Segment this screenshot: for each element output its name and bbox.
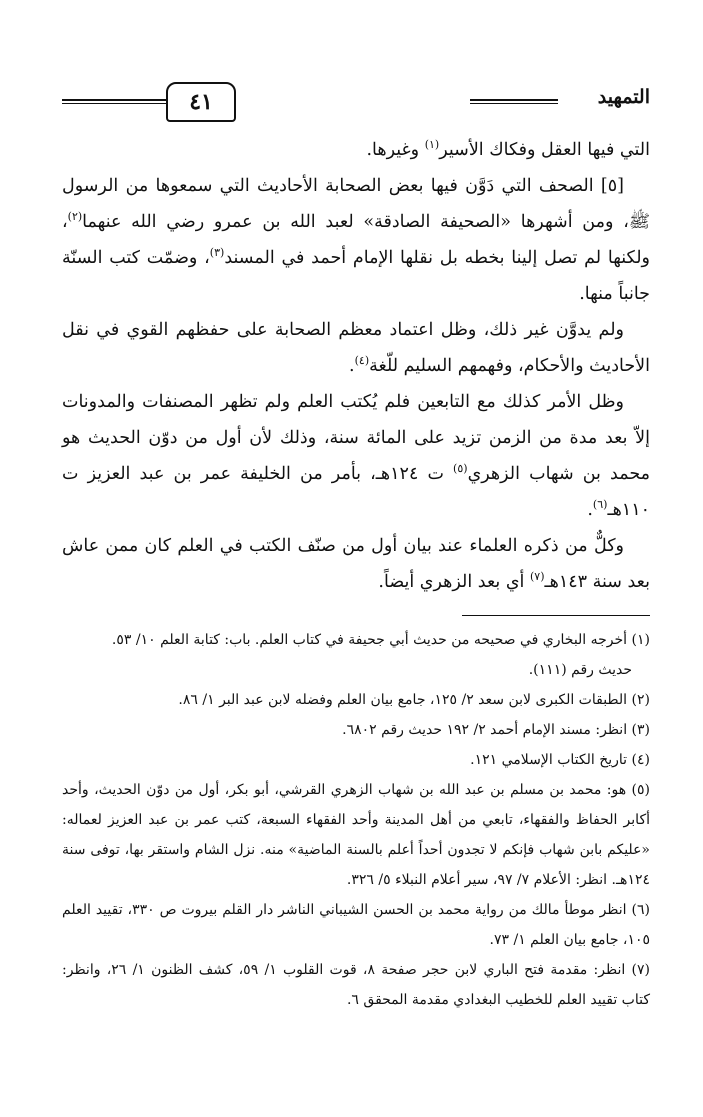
- footnotes: [62, 625, 650, 1015]
- paragraph-4: وظل الأمر كذلك مع التابعين فلم يُكتب العلم ولم تظهر المصنفات والمدونات إلاّ بعد مدة من الزمن تزيد على المائة سنة، وذلك لأن أول من دوّن الحديث هو محمد بن شهاب الزهري$^{(٥)}$ ت ١٢٤هـ، بأمر من الخليفة عمر بن عبد العزيز ت ١١٠هـ$^{(٦)}$.: [62, 392, 650, 520]
- main-text: [62, 132, 650, 600]
- footnote-6: (٦) انظر موطأ مالك من رواية محمد بن الحسن الشيباني الناشر دار القلم بيروت ص ٣٣٠، تقييد العلم ١٠٥، جامع بيان العلم ١/ ٧٣.: [62, 902, 650, 948]
- footnote-2: (٢) الطبقات الكبرى لابن سعد ٢/ ١٢٥، جامع بيان العلم وفضله لابن عبد البر ١/ ٨٦.: [178, 692, 650, 708]
- paragraph-1: التي فيها العقل وفكاك الأسير$^{(١)}$ وغيرها.: [366, 138, 650, 160]
- footnote-ref-5: (٥): [453, 462, 468, 476]
- paragraph-5: وكلٌّ من ذكره العلماء عند بيان أول من صنّف الكتب في العلم كان ممن عاش بعد سنة ١٤٣هـ$^{(٧)}$ أي بعد الزهري أيضاً.: [62, 536, 650, 592]
- footnote-ref-7: (٧): [529, 570, 545, 584]
- footnote-ref-4: (٤): [354, 354, 370, 368]
- page-number-text: ٤١: [189, 89, 213, 115]
- footnote-7: (٧) انظر: مقدمة فتح الباري لابن حجر صفحة ٨، قوت القلوب ١/ ٥٩، كشف الظنون ١/ ٢٦، وانظر: كتاب تقييد العلم للخطيب البغدادي مقدمة المحقق ٦.: [62, 962, 650, 1008]
- footnote-1-continued: حديث رقم (١١١).: [528, 662, 632, 678]
- footnote-ref-6: (٦): [592, 498, 608, 512]
- footnote-1: (١) أخرجه البخاري في صحيحه من حديث أبي جحيفة في كتاب العلم. باب: كتابة العلم ١٠/ ٥٣.: [111, 632, 650, 648]
- paragraph-3: ولم يدوَّن غير ذلك، وظل اعتماد معظم الصحابة على حفظهم القوي في نقل الأحاديث والأحكام، وفهمهم السليم للّغة$^{(٤)}$.: [62, 320, 650, 376]
- footnote-4: (٤) تاريخ الكتاب الإسلامي ١٢١.: [470, 752, 650, 768]
- page-header: [62, 82, 650, 122]
- footnote-5: (٥) هو: محمد بن مسلم بن عبد الله بن شهاب الزهري القرشي، أبو بكر، أول من دوّن الحديث، وأحد أكابر الحفاظ والفقهاء، تابعي من أهل المدينة وأحد الفقهاء السبعة، كتب عمر بن عبد العزيز لعماله: «عليكم بابن شهاب فإنكم لا تجدون أحداً أعلم بالسنة الماضية» منه. نزل الشام واستقر بها، توفى سنة ١٢٤هـ. انظر: الأعلام ٧/ ٩٧، سير أعلام النبلاء ٥/ ٣٢٦.: [62, 782, 650, 888]
- header-rule-right: [470, 99, 558, 104]
- paragraph-2: [٥] الصحف التي دَوَّن فيها بعض الصحابة الأحاديث التي سمعوها من الرسول ﷺ، ومن أشهرها «الصحيفة الصادقة» لعبد الله بن عمرو رضي الله عنهما$^{(٢)}$، ولكنها لم تصل إلينا بخطه بل نقلها الإمام أحمد في المسند$^{(٣)}$، وضمّت كتب السنّة جانباً منها.: [62, 176, 650, 304]
- footnote-3: (٣) انظر: مسند الإمام أحمد ٢/ ١٩٢ حديث رقم ٦٨٠٢.: [342, 722, 650, 738]
- footnote-ref-1: (١): [424, 138, 440, 152]
- running-head: التمهيد: [597, 86, 650, 108]
- page-number: [166, 82, 236, 122]
- footnote-divider: [462, 615, 650, 616]
- footnote-ref-2: (٢): [67, 210, 83, 224]
- header-rule-left: [62, 99, 166, 104]
- footnote-ref-3: (٣): [209, 246, 225, 260]
